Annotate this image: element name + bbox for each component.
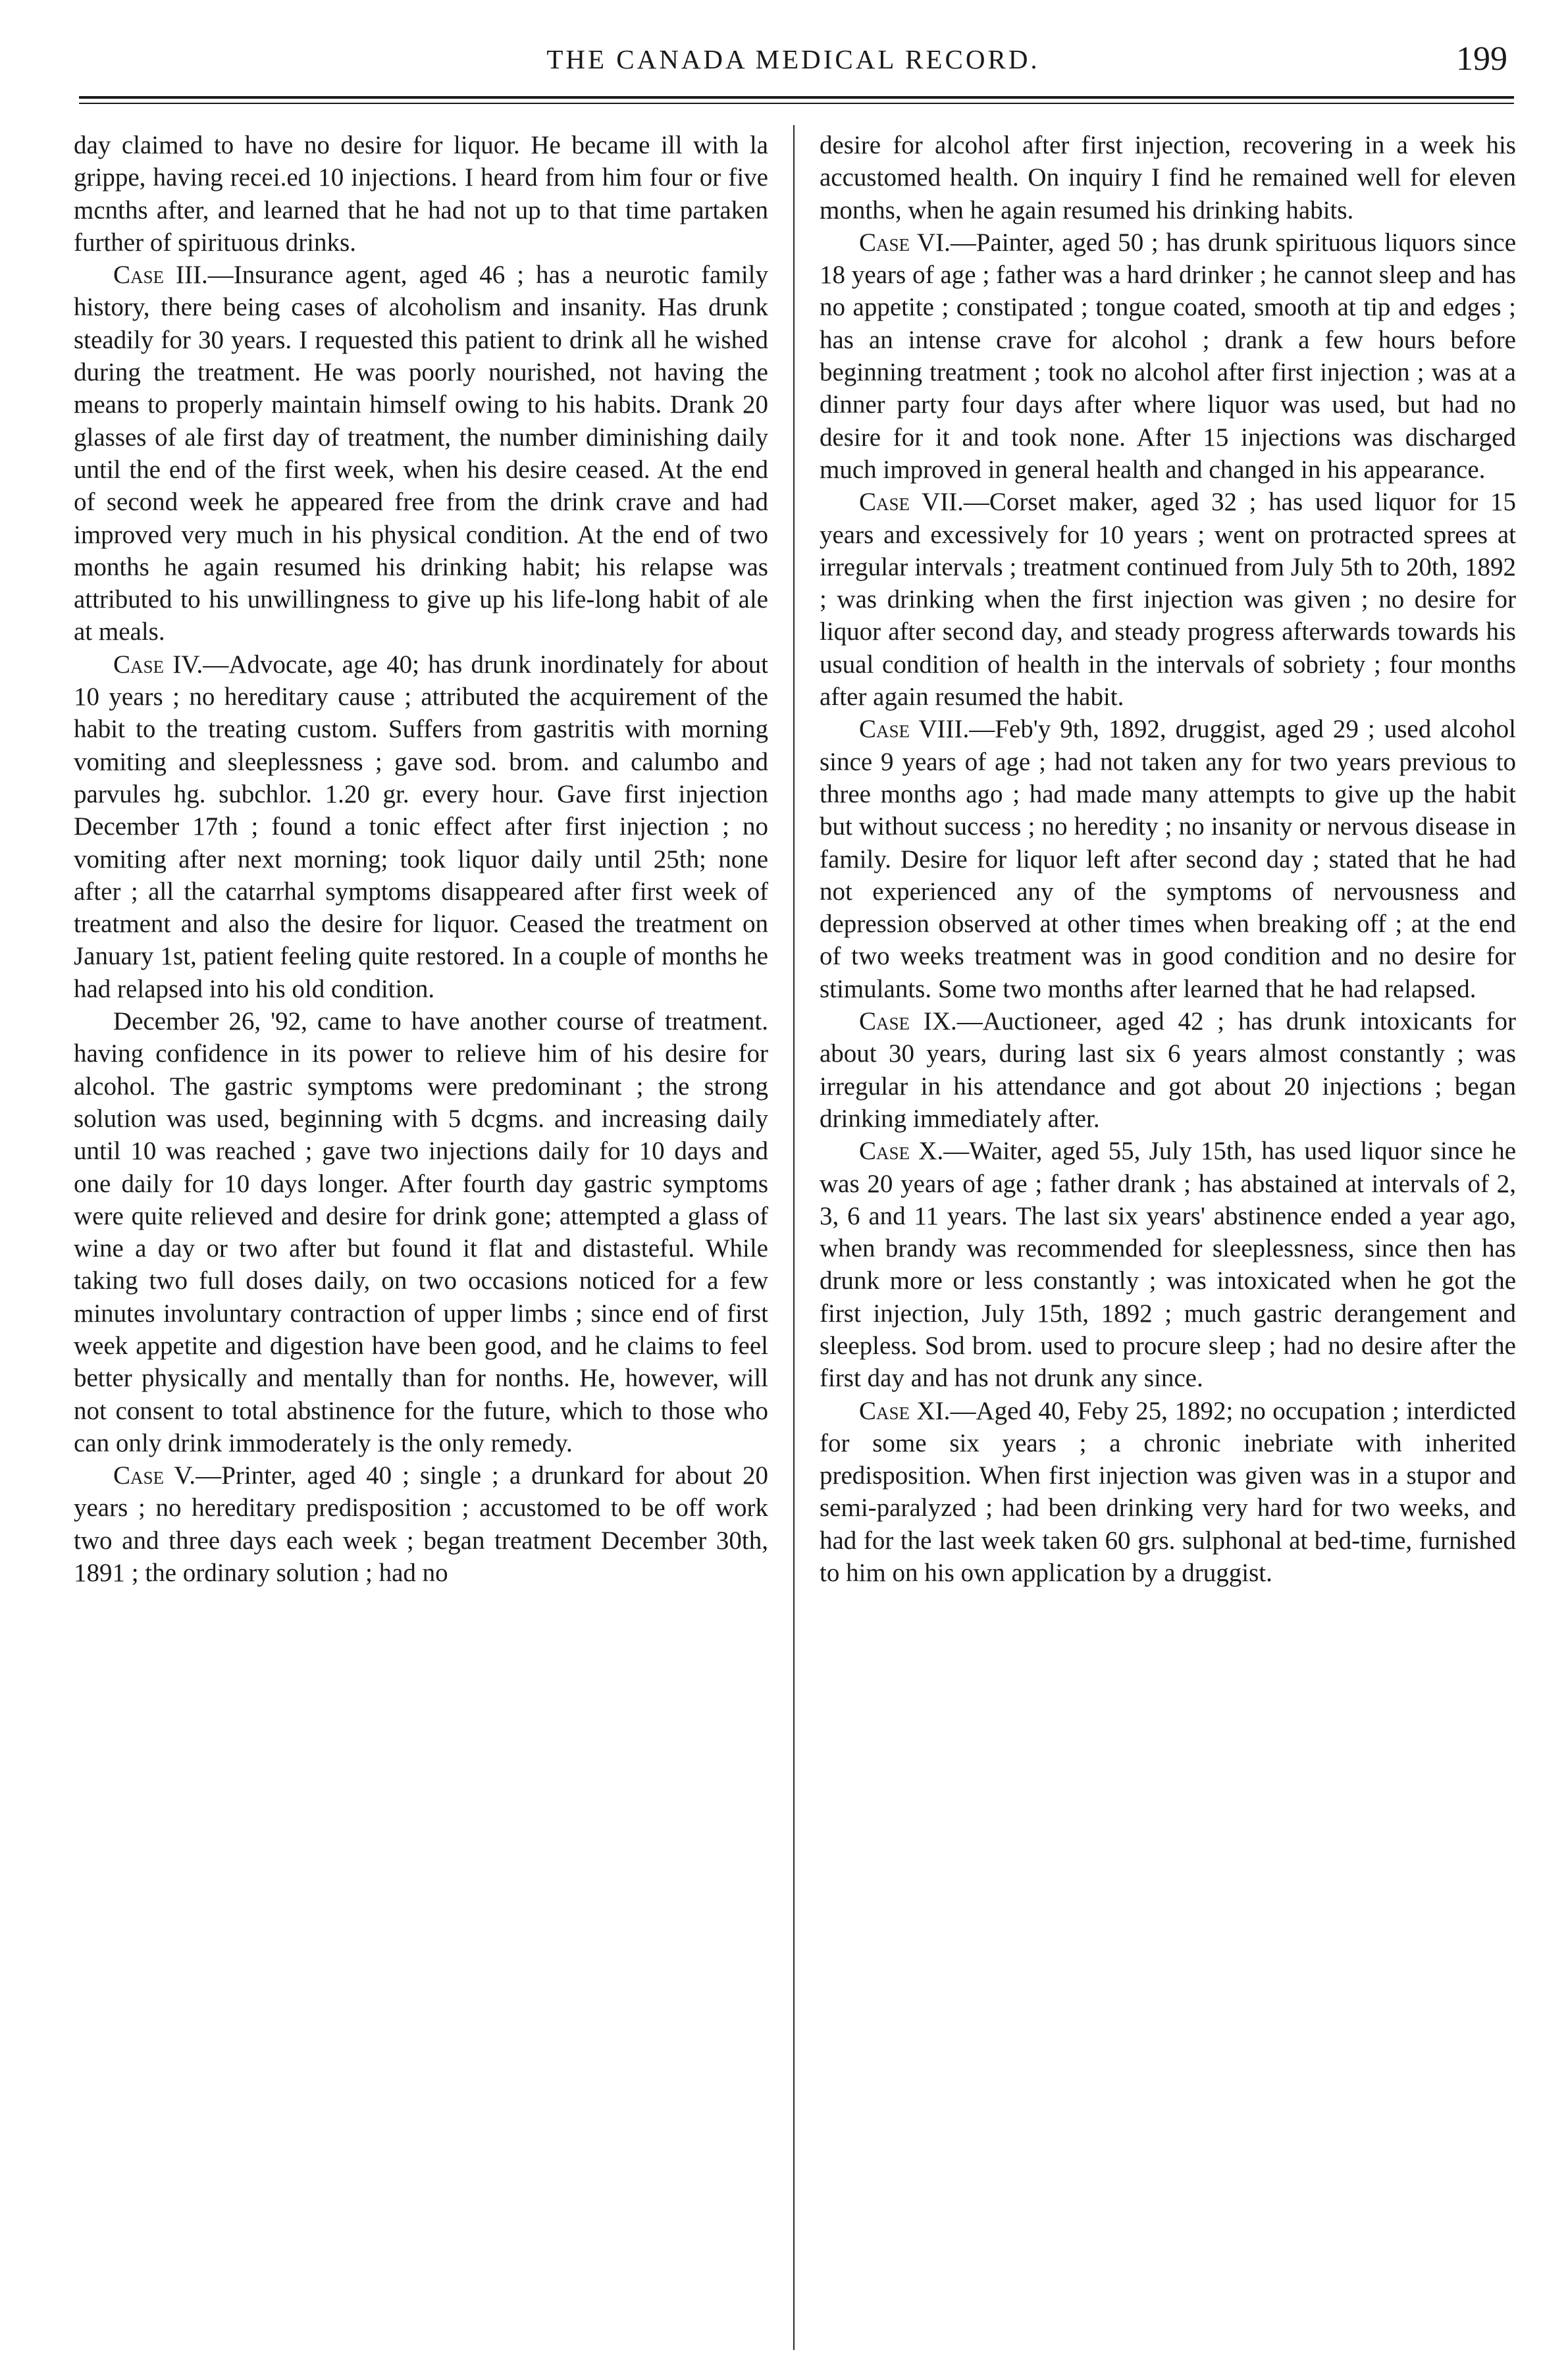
right-column [820, 129, 1516, 1589]
case-label: Case V. [113, 1461, 196, 1490]
case-label: Case XI. [859, 1396, 951, 1425]
case-paragraph: Case IX.—Auctioneer, aged 42 ; has drunk intoxicants for about 30 years, during last six 6 years almost constantly ; was irregular in his attendance and got about 20 injections ; began drinking immediately after. [820, 1007, 1516, 1133]
page-number: 199 [1456, 40, 1507, 78]
case-paragraph: Case XI.—Aged 40, Feby 25, 1892; no occupation ; interdicted for some six years ; a chronic inebriate with inherited predisposition. When first injection was given was in a stupor and semi-paralyzed ; had been drinking very hard for two weeks, and had for the last week taken 60 grs. sulphonal at bed-time, furnished to him on his own application by a druggist. [820, 1396, 1516, 1588]
column-divider [793, 125, 795, 2350]
case-paragraph: Case IV.—Advocate, age 40; has drunk inordinately for about 10 years ; no hereditary cause ; attributed the acquirement of the habit to the treating custom. Suffers from gastritis with morning vomiting and sleeplessness ; gave sod. brom. and calumbo and parvules hg. subchlor. 1.20 gr. every hour. Gave first injection December 17th ; found a tonic effect after first injection ; no vomiting after next morning; took liquor daily until 25th; none after ; all the catarrhal symptoms disappeared after first week of treatment and also the desire for liquor. Ceased the treatment on January 1st, patient feeling quite restored. In a couple of months he had relapsed into his old condition. [74, 650, 768, 1003]
paragraph-continued: day claimed to have no desire for liquor. He became ill with la grippe, having recei.ed 10 injections. I heard from him four or five mcnths after, and learned that he had not up to that time partaken further of spirituous drinks. [74, 131, 768, 257]
case-label: Case IX. [859, 1007, 957, 1036]
case-paragraph: Case VII.—Corset maker, aged 32 ; has used liquor for 15 years and excessively for 10 years ; went on protracted sprees at irregular intervals ; treatment continued from July 5th to 20th, 1892 ; was drinking when the first injection was given ; no desire for liquor after second day, and steady progress afterwards towards his usual condition of health in the intervals of sobriety ; four months after again resumed the habit. [820, 488, 1516, 712]
case-label: Case VIII. [859, 715, 970, 744]
case-label: Case VI. [859, 228, 951, 257]
case-paragraph: Case X.—Waiter, aged 55, July 15th, has used liquor since he was 20 years of age ; father drank ; has abstained at intervals of 2, 3, 6 and 11 years. The last six years' abstinence ended a year ago, when brandy was recommended for sleeplessness, since then has drunk more or less constantly ; was intoxicated when he got the first injection, July 15th, 1892 ; much gastric derangement and sleepless. Sod brom. used to procure sleep ; had no desire after the first day and has not drunk any since. [820, 1137, 1517, 1393]
case-label: Case IV. [113, 650, 203, 679]
page-header [72, 41, 1514, 87]
case-label: Case VII. [859, 488, 964, 517]
case-label: Case X. [859, 1137, 944, 1166]
header-rule-thin [79, 103, 1514, 104]
running-title: THE CANADA MEDICAL RECORD. [546, 44, 1040, 74]
case-paragraph: Case VI.—Painter, aged 50 ; has drunk spirituous liquors since 18 years of age ; father was a hard drinker ; he cannot sleep and has no appetite ; constipated ; tongue coated, smooth at tip and edges ; has an intense crave for alcohol ; drank a few hours before beginning treatment ; took no alcohol after first injection ; was at a dinner party four days after where liquor was used, but had no desire for it and took none. After 15 injections was discharged much improved in general health and changed in his appearance. [820, 228, 1517, 484]
case-paragraph: Case VIII.—Feb'y 9th, 1892, druggist, aged 29 ; used alcohol since 9 years of age ; had not taken any for two years previous to three months ago ; had made many attempts to give up the habit but without success ; no heredity ; no insanity or nervous disease in family. Desire for liquor left after second day ; stated that he had not experienced any of the symptoms of nervousness and depression observed at other times when breaking off ; at the end of two weeks treatment was in good condition and no desire for stimulants. Some two months after learned that he had relapsed. [820, 715, 1516, 1003]
body-paragraph: December 26, '92, came to have another course of treatment. having confidence in its power to relieve him of his desire for alcohol. The gastric symptoms were predominant ; the strong solution was used, beginning with 5 dcgms. and increasing daily until 10 was reached ; gave two injections daily for 10 days and one daily for 10 days longer. After fourth day gastric symptoms were quite relieved and desire for drink gone; attempted a glass of wine a day or two after but found it flat and distasteful. While taking two full doses daily, on two occasions noticed for a few minutes involuntary contraction of upper limbs ; since end of first week appetite and digestion have been good, and he claims to feel better physically and mentally than for nonths. He, however, will not consent to total abstinence for the future, which to those who can only drink immoderately is the only remedy. [74, 1007, 768, 1457]
case-paragraph: Case V.—Printer, aged 40 ; single ; a drunkard for about 20 years ; no hereditary predisposition ; accustomed to be off work two and three days each week ; began treatment December 30th, 1891 ; the ordinary solution ; had no [74, 1461, 769, 1588]
left-column [74, 129, 768, 1589]
paragraph-continued: desire for alcohol after first injection, recovering in a week his accustomed health. On inquiry I find he remained well for eleven months, when he again resumed his drinking habits. [820, 131, 1516, 224]
case-paragraph: Case III.—Insurance agent, aged 46 ; has a neurotic family history, there being cases of alcoholism and insanity. Has drunk steadily for 30 years. I requested this patient to drink all he wished during the treatment. He was poorly nourished, not having the means to properly maintain himself owing to his habits. Drank 20 glasses of ale first day of treatment, the number diminishing daily until the end of the first week, when his desire ceased. At the end of second week he appeared free from the drink crave and had improved very much in his physical condition. At the end of two months he again resumed his drinking habit; his relapse was attributed to his unwillingness to give up his life-long habit of ale at meals. [74, 261, 768, 646]
header-rule-thick [79, 96, 1514, 99]
case-label: Case III. [113, 261, 208, 290]
